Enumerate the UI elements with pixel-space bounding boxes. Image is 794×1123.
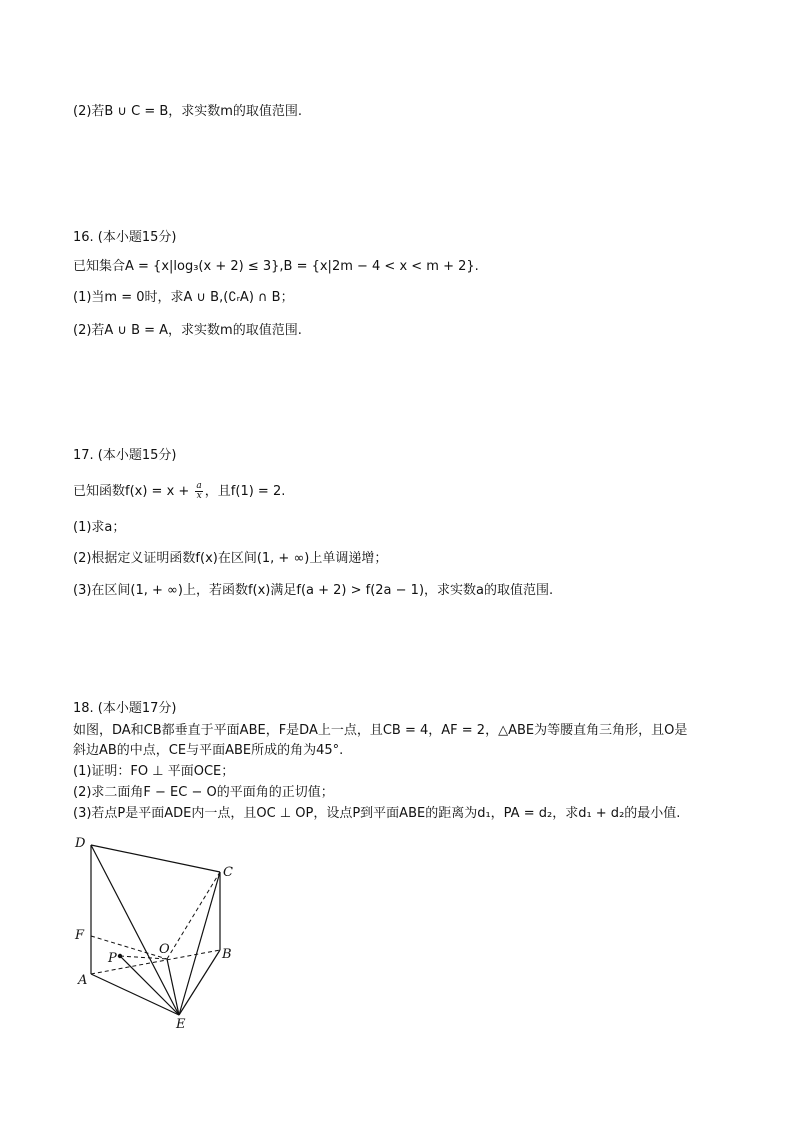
label-F: F [75, 928, 85, 943]
q17-fraction [195, 482, 202, 501]
q18-part1: (1)证明：FO ⊥ 平面OCE； [73, 764, 235, 779]
q18-part2: (2)求二面角F − EC − O的平面角的正切值； [73, 785, 334, 800]
q16-header: 16. (本小题15分) [73, 230, 177, 245]
edge-OC [167, 872, 220, 959]
q16-part1: (1)当m = 0时，求A ∪ B,(∁ᵣA) ∩ B； [73, 290, 294, 305]
edge-AE [91, 974, 179, 1015]
q17-part3: (3)在区间(1, + ∞)上，若函数f(x)满足f(a + 2) > f(2a − 1)，求实数a的取值范围. [73, 583, 554, 598]
q18-part3: (3)若点P是平面ADE内一点，且OC ⊥ OP，设点P到平面ABE的距离为d₁，PA = d₂，求d₁ + d₂的最小值. [73, 806, 681, 821]
edge-DE [91, 845, 179, 1015]
label-B: B [222, 947, 232, 962]
label-A: A [78, 973, 88, 988]
label-E: E [176, 1017, 186, 1032]
q17-stem-suffix: ，且f(1) = 2. [204, 484, 286, 499]
edge-OE [167, 959, 179, 1015]
q17-header: 17. (本小题15分) [73, 448, 177, 463]
label-D: D [75, 836, 86, 851]
q18-header: 18. (本小题17分) [73, 701, 177, 716]
edge-BE [179, 950, 220, 1015]
edge-DC [91, 845, 220, 872]
geometry-figure-svg [70, 832, 250, 1032]
q17-part1: (1)求a； [73, 520, 126, 535]
q15-part2: (2)若B ∪ C = B，求实数m的取值范围. [73, 104, 303, 119]
label-C: C [223, 865, 233, 880]
geometry-figure [70, 832, 250, 1032]
label-P: P [108, 951, 117, 966]
q17-stem [73, 482, 285, 501]
q17-part2: (2)根据定义证明函数f(x)在区间(1, + ∞)上单调递增； [73, 551, 388, 566]
q16-stem: 已知集合A = {x|log₃(x + 2) ≤ 3},B = {x|2m − 4 < x < m + 2}. [73, 259, 479, 274]
q18-stem-line2: 斜边AB的中点，CE与平面ABE所成的角为45°. [73, 743, 344, 758]
q17-fraction-numerator: a [196, 481, 202, 491]
q17-stem-prefix: 已知函数f(x) = x + [73, 484, 194, 499]
edge-FO [91, 936, 167, 959]
q16-part2: (2)若A ∪ B = A，求实数m的取值范围. [73, 323, 302, 338]
edge-CE [179, 872, 220, 1015]
q18-stem-line1: 如图，DA和CB都垂直于平面ABE，F是DA上一点，且CB = 4，AF = 2，△ABE为等腰直角三角形，且O是 [73, 723, 688, 738]
point-P [118, 954, 122, 958]
label-O: O [159, 942, 170, 957]
q17-fraction-denominator: x [196, 491, 202, 501]
edge-PE [120, 956, 179, 1015]
